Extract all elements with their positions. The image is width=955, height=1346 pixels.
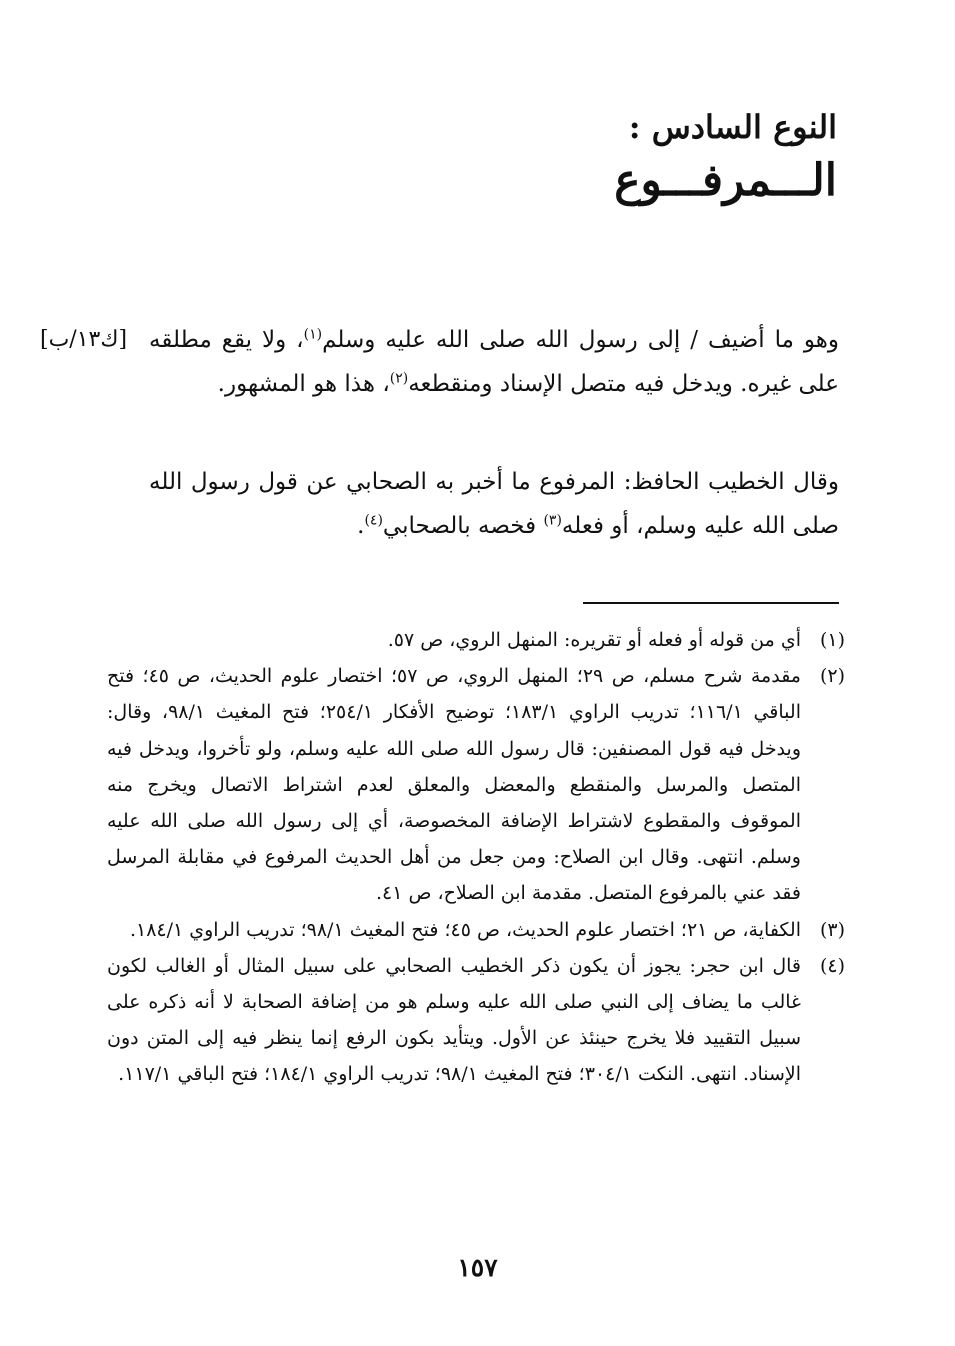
footnote-text: قال ابن حجر: يجوز أن يكون ذكر الخطيب الصحابي على سبيل المثال أو الغالب لكون غالب ما يضاف إلى النبي صلى الله عليه وسلم هو من إضافة الصحابة لا أنه ذكره على سبيل التقييد فلا يخرج حينئذ عن الأول. ويتأيد بكون الرفع إنما ينظر فيه إلى المتن دون الإسناد. انتهى. النكت ٣٠٤/١؛ فتح المغيث ٩٨/١؛ تدريب الراوي ١٨٤/١؛ فتح الباقي ١١٧/١.: [107, 954, 801, 1086]
footnote-text: الكفاية، ص ٢١؛ اختصار علوم الحديث، ص ٤٥؛ فتح المغيث ٩٨/١؛ تدريب الراوي ١٨٤/١.: [129, 918, 801, 941]
footnote-number: (٤): [819, 954, 845, 977]
footnote-number: (١): [819, 629, 845, 651]
paragraph-definition: [149, 318, 839, 406]
page-number: ١٥٧: [457, 1253, 498, 1282]
footnote-ref-3[interactable]: (٣): [543, 512, 562, 529]
footnote-item: [107, 948, 845, 1093]
paragraph-text: وهو ما أضيف / إلى رسول الله صلى الله عليه وسلم: [322, 327, 840, 353]
chapter-title: الـــمرفـــوع: [614, 155, 837, 206]
footnote-divider: [583, 602, 839, 604]
footnotes-section: [107, 622, 845, 1093]
manuscript-folio-reference: [ك١٣/ب]: [40, 327, 128, 352]
paragraph-khatib-definition: [149, 460, 839, 548]
footnote-ref-2[interactable]: (٢): [389, 370, 409, 387]
footnote-item: [107, 912, 845, 948]
footnote-number: (٢): [819, 665, 845, 688]
paragraph-text: ، ولا يقع مطلقه على غيره. ويدخل فيه متصل الإسناد ومنقطعه: [149, 327, 839, 397]
footnote-text: أي من قوله أو فعله أو تقريره: المنهل الروي، ص ٥٧.: [387, 629, 801, 651]
paragraph-text: فخصه بالصحابي: [382, 513, 544, 539]
footnote-text: مقدمة شرح مسلم، ص ٢٩؛ المنهل الروي، ص ٥٧؛ اختصار علوم الحديث، ص ٤٥؛ فتح الباقي ١١٦/١؛ تدريب الراوي ١٨٣/١؛ توضيح الأفكار ٢٥٤/١؛ فتح المغيث ٩٨/١، وقال: ويدخل فيه قول المصنفين: قال رسول الله صلى الله عليه وسلم، ولو تأخروا، ويدخل فيه المتصل والمرسل والمنقطع والمعضل والمعلق لعدم اشتراط الاتصال ويخرج منه الموقوف والمقطوع لاشتراط الإضافة المخصوصة، أي إلى رسول الله صلى الله عليه وسلم. انتهى. وقال ابن الصلاح: ومن جعل من أهل الحديث المرفوع في مقابلة المرسل فقد عني بالمرفوع المتصل. مقدمة ابن الصلاح، ص ٤١.: [107, 665, 801, 905]
footnote-ref-1[interactable]: (١): [303, 326, 323, 343]
paragraph-text: وقال الخطيب الحافظ: المرفوع ما أخبر به الصحابي عن قول رسول الله صلى الله عليه وسلم، أو فعله: [149, 469, 839, 539]
footnote-item: [107, 658, 845, 911]
chapter-kind-heading: النوع السادس :: [628, 108, 837, 146]
paragraph-text: .: [357, 513, 365, 539]
footnote-number: (٣): [819, 918, 845, 941]
paragraph-text: ، هذا هو المشهور.: [217, 371, 390, 397]
footnote-ref-4[interactable]: (٤): [364, 512, 383, 529]
footnote-item: [107, 622, 845, 658]
